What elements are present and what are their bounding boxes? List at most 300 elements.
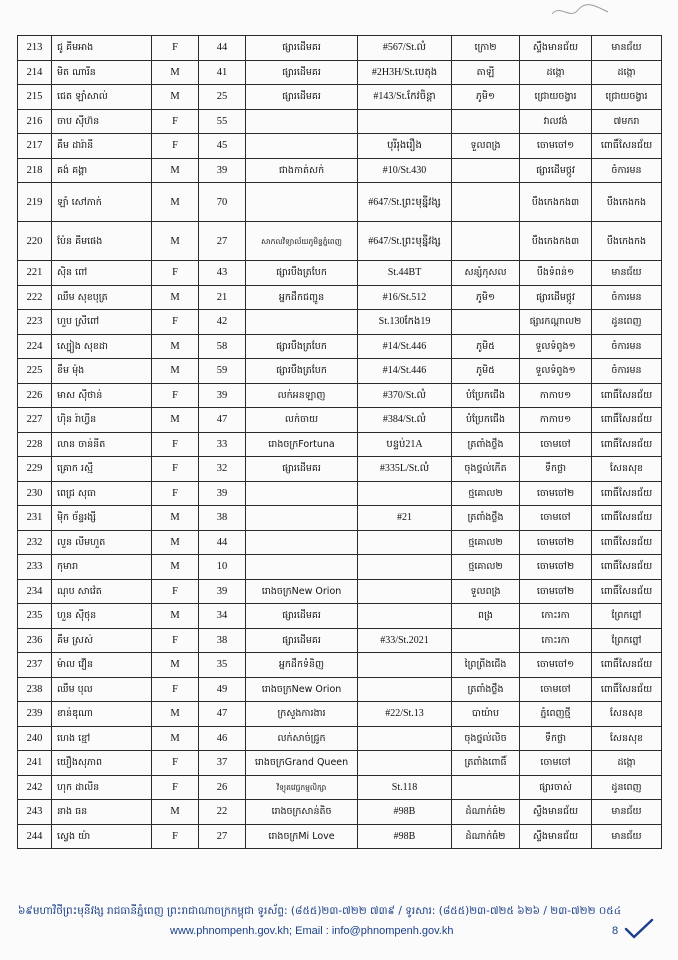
person-name: កុមារា [52, 555, 152, 580]
village-cell: ដំណាក់ធំ២ [452, 824, 520, 849]
age-cell: 70 [199, 183, 246, 222]
person-name: មិត ណារីន [52, 60, 152, 85]
village-cell: ទួលពង្រ [452, 579, 520, 604]
person-name: ស្វេង យ៉ា [52, 824, 152, 849]
person-name: ខាន់ឌុណា [52, 702, 152, 727]
commune-cell: ចោមចៅ [520, 677, 592, 702]
table-row [18, 555, 662, 580]
workplace-cell: ផ្សារដើមគរ [246, 36, 358, 61]
age-cell: 49 [199, 677, 246, 702]
row-number: 219 [18, 183, 52, 222]
village-cell [452, 158, 520, 183]
sex-cell: F [152, 457, 199, 482]
age-cell: 46 [199, 726, 246, 751]
house-address-cell: St.130កែង19 [358, 310, 452, 335]
workplace-cell: ក្រសួងការងារ [246, 702, 358, 727]
sex-cell: F [152, 261, 199, 286]
person-name: ហ៊ិន រ៉ាហ្វីន [52, 408, 152, 433]
sex-cell: F [152, 109, 199, 134]
age-cell: 21 [199, 285, 246, 310]
workplace-cell: រោងចក្រNew Orion [246, 579, 358, 604]
district-cell: ចំការមន [592, 359, 662, 384]
person-name: ហួប ស្រីពៅ [52, 310, 152, 335]
house-address-cell [358, 555, 452, 580]
district-cell: ព្រែកព្នៅ [592, 628, 662, 653]
village-cell: ព្រៃព្រីងជើង [452, 653, 520, 678]
person-name: មាស ស៊ីថាន់ [52, 383, 152, 408]
table-row [18, 726, 662, 751]
house-address-cell: បុរីរុងរឿង [358, 134, 452, 159]
table-row [18, 183, 662, 222]
person-name: គ្រោក រស្មី [52, 457, 152, 482]
age-cell: 47 [199, 408, 246, 433]
house-address-cell: #647/St.ព្រះមុន្នីវង្ស [358, 183, 452, 222]
village-cell: ថ្មគោល២ [452, 555, 520, 580]
workplace-cell: សាកលវិទ្យាល័យភូមិន្ទភ្នំពេញ [246, 222, 358, 261]
workplace-cell: ផ្សារដើមគរ [246, 60, 358, 85]
commune-cell: ទួលទំពូង១ [520, 334, 592, 359]
house-address-cell: #14/St.446 [358, 359, 452, 384]
district-cell: ជ្រោយចង្វារ [592, 85, 662, 110]
district-cell: ៧មករា [592, 109, 662, 134]
records-table [17, 35, 662, 849]
commune-cell: កាកាប១ [520, 408, 592, 433]
workplace-cell: លក់អនឡាញ [246, 383, 358, 408]
person-name: លាន ចាន់នីត [52, 432, 152, 457]
workplace-cell: ផ្សារដើមគរ [246, 457, 358, 482]
workplace-cell: ផ្សារដើមគរ [246, 85, 358, 110]
row-number: 218 [18, 158, 52, 183]
row-number: 217 [18, 134, 52, 159]
table-row [18, 702, 662, 727]
house-address-cell: #143/St.កែវចិន្តា [358, 85, 452, 110]
person-name: ឡាំ សៅភាក់ [52, 183, 152, 222]
district-cell: ពោធិ៍សែនជ័យ [592, 432, 662, 457]
commune-cell: ចោមចៅ [520, 432, 592, 457]
house-address-cell: #16/St.512 [358, 285, 452, 310]
sex-cell: M [152, 85, 199, 110]
district-cell: ចំការមន [592, 285, 662, 310]
commune-cell: ចោមចៅ១ [520, 134, 592, 159]
district-cell: ចំការមន [592, 158, 662, 183]
commune-cell: ជ្រោយចង្វារ [520, 85, 592, 110]
district-cell: ពោធិ៍សែនជ័យ [592, 506, 662, 531]
workplace-cell: ផ្សារបឹងត្របែក [246, 359, 358, 384]
table-row [18, 457, 662, 482]
house-address-cell: #22/St.13 [358, 702, 452, 727]
village-cell: ត្រពាំងពោធិ៍ [452, 751, 520, 776]
commune-cell: ដង្កោ [520, 60, 592, 85]
commune-cell: ភ្នំពេញថ្មី [520, 702, 592, 727]
workplace-cell [246, 555, 358, 580]
table-row [18, 481, 662, 506]
table-row [18, 775, 662, 800]
row-number: 231 [18, 506, 52, 531]
house-address-cell: #98B [358, 800, 452, 825]
village-cell: ចុងថ្នល់កើត [452, 457, 520, 482]
person-name: ស៊ិន ពៅ [52, 261, 152, 286]
workplace-cell [246, 134, 358, 159]
row-number: 239 [18, 702, 52, 727]
age-cell: 22 [199, 800, 246, 825]
district-cell: ចំការមន [592, 334, 662, 359]
commune-cell: ផ្សារចាស់ [520, 775, 592, 800]
house-address-cell: #2H3H/St.បេតុង [358, 60, 452, 85]
house-address-cell [358, 481, 452, 506]
person-name: ប៉ែន គីមផេង [52, 222, 152, 261]
sex-cell: F [152, 775, 199, 800]
commune-cell: ផ្សារដើមថ្កូវ [520, 158, 592, 183]
commune-cell: ចោមចៅ១ [520, 653, 592, 678]
age-cell: 25 [199, 85, 246, 110]
house-address-cell [358, 726, 452, 751]
page-number: 8 [612, 925, 619, 937]
age-cell: 39 [199, 579, 246, 604]
village-cell: ដំណាក់ធំ២ [452, 800, 520, 825]
age-cell: 42 [199, 310, 246, 335]
table-row [18, 334, 662, 359]
person-name: លួន លីមហួត [52, 530, 152, 555]
commune-cell: បឹងទំពន់១ [520, 261, 592, 286]
row-number: 243 [18, 800, 52, 825]
workplace-cell [246, 481, 358, 506]
district-cell: សែនសុខ [592, 726, 662, 751]
workplace-cell: រោងចក្រNew Orion [246, 677, 358, 702]
sex-cell: M [152, 408, 199, 433]
person-name: ពេជ្រ សុធា [52, 481, 152, 506]
row-number: 220 [18, 222, 52, 261]
person-name: ហុក ដាលីន [52, 775, 152, 800]
sex-cell: F [152, 383, 199, 408]
row-number: 235 [18, 604, 52, 629]
workplace-cell: លក់សាច់ជ្រូក [246, 726, 358, 751]
footer-website: www.phnompenh.gov.kh; Email : info@phnompenh.gov.kh [170, 925, 454, 937]
age-cell: 45 [199, 134, 246, 159]
sex-cell: M [152, 555, 199, 580]
row-number: 238 [18, 677, 52, 702]
village-cell: ភូមិ១ [452, 85, 520, 110]
person-name: ឈឹម សុខបុត្រ [52, 285, 152, 310]
age-cell: 10 [199, 555, 246, 580]
handwritten-mark-icon [548, 2, 618, 22]
table-row [18, 677, 662, 702]
row-number: 242 [18, 775, 52, 800]
district-cell: សែនសុខ [592, 457, 662, 482]
table-row [18, 579, 662, 604]
workplace-cell [246, 109, 358, 134]
row-number: 221 [18, 261, 52, 286]
workplace-cell: ជាងកាត់សក់ [246, 158, 358, 183]
commune-cell: ស្ទឹងមានជ័យ [520, 800, 592, 825]
row-number: 233 [18, 555, 52, 580]
district-cell: ព្រែកព្នៅ [592, 604, 662, 629]
workplace-cell: រោងចក្រGrand Queen [246, 751, 358, 776]
row-number: 236 [18, 628, 52, 653]
sex-cell: F [152, 432, 199, 457]
workplace-cell [246, 310, 358, 335]
sex-cell: M [152, 604, 199, 629]
village-cell [452, 310, 520, 335]
village-cell: ទួលពង្រ [452, 134, 520, 159]
age-cell: 35 [199, 653, 246, 678]
age-cell: 59 [199, 359, 246, 384]
sex-cell: M [152, 334, 199, 359]
table-row [18, 36, 662, 61]
house-address-cell: #567/St.លំ [358, 36, 452, 61]
row-number: 241 [18, 751, 52, 776]
commune-cell: កោះរកា [520, 604, 592, 629]
age-cell: 38 [199, 628, 246, 653]
workplace-cell: ផ្សារបឹងត្របែក [246, 334, 358, 359]
workplace-cell: រោងចក្រFortuna [246, 432, 358, 457]
sex-cell: F [152, 677, 199, 702]
person-name: គង់ គង្គា [52, 158, 152, 183]
person-name: នាង ធន [52, 800, 152, 825]
sex-cell: M [152, 726, 199, 751]
village-cell: ត្រពាំងថ្លឹង [452, 506, 520, 531]
table-row [18, 408, 662, 433]
workplace-cell [246, 183, 358, 222]
table-row [18, 109, 662, 134]
commune-cell: ចោមចៅ២ [520, 481, 592, 506]
commune-cell: បឹងកេងកង៣ [520, 222, 592, 261]
table-row [18, 383, 662, 408]
sex-cell: F [152, 628, 199, 653]
commune-cell: ចោមចៅ២ [520, 530, 592, 555]
house-address-cell: #384/St.លំ [358, 408, 452, 433]
commune-cell: ចោមចៅ២ [520, 579, 592, 604]
village-cell: ត្រពាំងថ្លឹង [452, 432, 520, 457]
table-row [18, 653, 662, 678]
table-row [18, 85, 662, 110]
person-name: ខឹម ម៉ុង [52, 359, 152, 384]
sex-cell: M [152, 800, 199, 825]
age-cell: 26 [199, 775, 246, 800]
row-number: 226 [18, 383, 52, 408]
check-mark-icon [624, 917, 654, 941]
workplace-cell: ផ្សារដើមគរ [246, 628, 358, 653]
age-cell: 37 [199, 751, 246, 776]
village-cell: ភូមិ៥ [452, 359, 520, 384]
workplace-cell: រោងចក្រMi Love [246, 824, 358, 849]
house-address-cell [358, 579, 452, 604]
row-number: 244 [18, 824, 52, 849]
row-number: 228 [18, 432, 52, 457]
table-row [18, 134, 662, 159]
district-cell: ពោធិ៍សែនជ័យ [592, 530, 662, 555]
workplace-cell [246, 506, 358, 531]
age-cell: 39 [199, 383, 246, 408]
district-cell: ដូនពេញ [592, 775, 662, 800]
table-row [18, 285, 662, 310]
age-cell: 39 [199, 481, 246, 506]
district-cell: មានជ័យ [592, 824, 662, 849]
village-cell [452, 628, 520, 653]
house-address-cell: #98B [358, 824, 452, 849]
house-address-cell [358, 604, 452, 629]
age-cell: 34 [199, 604, 246, 629]
sex-cell: F [152, 824, 199, 849]
district-cell: ពោធិ៍សែនជ័យ [592, 579, 662, 604]
commune-cell: ចោមចៅ [520, 506, 592, 531]
sex-cell: M [152, 506, 199, 531]
row-number: 216 [18, 109, 52, 134]
age-cell: 55 [199, 109, 246, 134]
age-cell: 38 [199, 506, 246, 531]
row-number: 225 [18, 359, 52, 384]
table-row [18, 222, 662, 261]
row-number: 224 [18, 334, 52, 359]
workplace-cell: អ្នកដឹកទំនិញ [246, 653, 358, 678]
village-cell [452, 183, 520, 222]
table-row [18, 604, 662, 629]
district-cell: ពោធិ៍សែនជ័យ [592, 408, 662, 433]
age-cell: 58 [199, 334, 246, 359]
workplace-cell: អ្នកដឹកជញ្ជូន [246, 285, 358, 310]
commune-cell: ទួលទំពូង១ [520, 359, 592, 384]
commune-cell: ចោមចៅ [520, 751, 592, 776]
row-number: 213 [18, 36, 52, 61]
house-address-cell [358, 109, 452, 134]
sex-cell: M [152, 285, 199, 310]
table-row [18, 432, 662, 457]
workplace-cell: ផ្សារដើមគរ [246, 604, 358, 629]
person-name: គឹម ស្រស់ [52, 628, 152, 653]
sex-cell: F [152, 36, 199, 61]
row-number: 229 [18, 457, 52, 482]
row-number: 223 [18, 310, 52, 335]
row-number: 227 [18, 408, 52, 433]
district-cell: ដង្កោ [592, 60, 662, 85]
village-cell: ថ្មគោល២ [452, 530, 520, 555]
person-name: ជូ គីមអាង [52, 36, 152, 61]
table-row [18, 506, 662, 531]
village-cell [452, 109, 520, 134]
sex-cell: M [152, 60, 199, 85]
house-address-cell [358, 751, 452, 776]
district-cell: ពោធិ៍សែនជ័យ [592, 653, 662, 678]
sex-cell: F [152, 310, 199, 335]
person-name: ជេត ឡាំសាល់ [52, 85, 152, 110]
house-address-cell: បន្ទប់21A [358, 432, 452, 457]
sex-cell: F [152, 579, 199, 604]
workplace-cell: លក់ចាយ [246, 408, 358, 433]
age-cell: 33 [199, 432, 246, 457]
table-row [18, 824, 662, 849]
house-address-cell: #33/St.2021 [358, 628, 452, 653]
district-cell: មានជ័យ [592, 36, 662, 61]
village-cell [452, 775, 520, 800]
district-cell: ពោធិ៍សែនជ័យ [592, 383, 662, 408]
village-cell: តាឡី [452, 60, 520, 85]
sex-cell: F [152, 751, 199, 776]
table-row [18, 628, 662, 653]
footer-address: ៦៩មហាវិថីព្រះមុនីវង្ស រាជធានីភ្នំពេញ ព្រះរាជាណាចក្រកម្ពុជា ទូរស័ព្ទ: (៨៥៥)២៣-៧២២ ៧៣៩ / ទូរសារ: (៨៥៥)២៣-៧២៥ ៦២៦ / ២៣-៧២២ ០៥៤ [18, 905, 622, 917]
table-row [18, 359, 662, 384]
house-address-cell: #335L/St.លំ [358, 457, 452, 482]
district-cell: សែនសុខ [592, 702, 662, 727]
table-row [18, 751, 662, 776]
commune-cell: ចោមចៅ២ [520, 555, 592, 580]
commune-cell: ទឹកថ្លា [520, 457, 592, 482]
person-name: យឿងសុភាព [52, 751, 152, 776]
village-cell [452, 222, 520, 261]
person-name: ហួន ស៊ីថុន [52, 604, 152, 629]
person-name: ម៉ិក ច័ន្ទរង្សី [52, 506, 152, 531]
workplace-cell: រោងចក្រសាន់តិច [246, 800, 358, 825]
village-cell: បំប្រែកជើង [452, 408, 520, 433]
district-cell: បឹងកេងកង [592, 183, 662, 222]
person-name: ម៉ាល វឿន [52, 653, 152, 678]
row-number: 234 [18, 579, 52, 604]
sex-cell: M [152, 183, 199, 222]
sex-cell: M [152, 530, 199, 555]
person-name: ចាប ស៊ីហ៊ន [52, 109, 152, 134]
row-number: 222 [18, 285, 52, 310]
age-cell: 39 [199, 158, 246, 183]
village-cell: បំប្រែកជើង [452, 383, 520, 408]
commune-cell: ផ្សារដើមថ្កូវ [520, 285, 592, 310]
age-cell: 44 [199, 36, 246, 61]
sex-cell: F [152, 481, 199, 506]
age-cell: 47 [199, 702, 246, 727]
workplace-cell: ផ្សារបឹងត្របែក [246, 261, 358, 286]
sex-cell: M [152, 702, 199, 727]
village-cell: ពង្រ [452, 604, 520, 629]
age-cell: 44 [199, 530, 246, 555]
district-cell: ពោធិ៍សែនជ័យ [592, 555, 662, 580]
age-cell: 41 [199, 60, 246, 85]
workplace-cell [246, 530, 358, 555]
house-address-cell: St.118 [358, 775, 452, 800]
sex-cell: M [152, 158, 199, 183]
village-cell: បាយ៉ាប [452, 702, 520, 727]
age-cell: 27 [199, 222, 246, 261]
sex-cell: M [152, 359, 199, 384]
table-row [18, 530, 662, 555]
commune-cell: ស្ទឹងមានជ័យ [520, 824, 592, 849]
person-name: គឹម ដារ៉ានី [52, 134, 152, 159]
house-address-cell: #21 [358, 506, 452, 531]
village-cell: ថ្មគោល២ [452, 481, 520, 506]
age-cell: 27 [199, 824, 246, 849]
table-row [18, 310, 662, 335]
village-cell: សន្សំកុសល [452, 261, 520, 286]
district-cell: បឹងកេងកង [592, 222, 662, 261]
row-number: 215 [18, 85, 52, 110]
house-address-cell [358, 653, 452, 678]
person-name: ស្បៀង សុខដា [52, 334, 152, 359]
district-cell: ដង្កោ [592, 751, 662, 776]
commune-cell: ផ្សារកណ្តាល២ [520, 310, 592, 335]
district-cell: មានជ័យ [592, 261, 662, 286]
person-name: ហេង ខ្មៅ [52, 726, 152, 751]
row-number: 237 [18, 653, 52, 678]
house-address-cell [358, 677, 452, 702]
commune-cell: កាកាប១ [520, 383, 592, 408]
house-address-cell [358, 530, 452, 555]
commune-cell: ស្ទឹងមានជ័យ [520, 36, 592, 61]
sex-cell: F [152, 134, 199, 159]
sex-cell: M [152, 222, 199, 261]
house-address-cell: #14/St.446 [358, 334, 452, 359]
age-cell: 32 [199, 457, 246, 482]
workplace-cell: វិទ្យុតវេជ្ជកម្មលិក្សា [246, 775, 358, 800]
district-cell: ពោធិ៍សែនជ័យ [592, 134, 662, 159]
commune-cell: បឹងកេងកង៣ [520, 183, 592, 222]
row-number: 214 [18, 60, 52, 85]
records-body [18, 36, 662, 849]
